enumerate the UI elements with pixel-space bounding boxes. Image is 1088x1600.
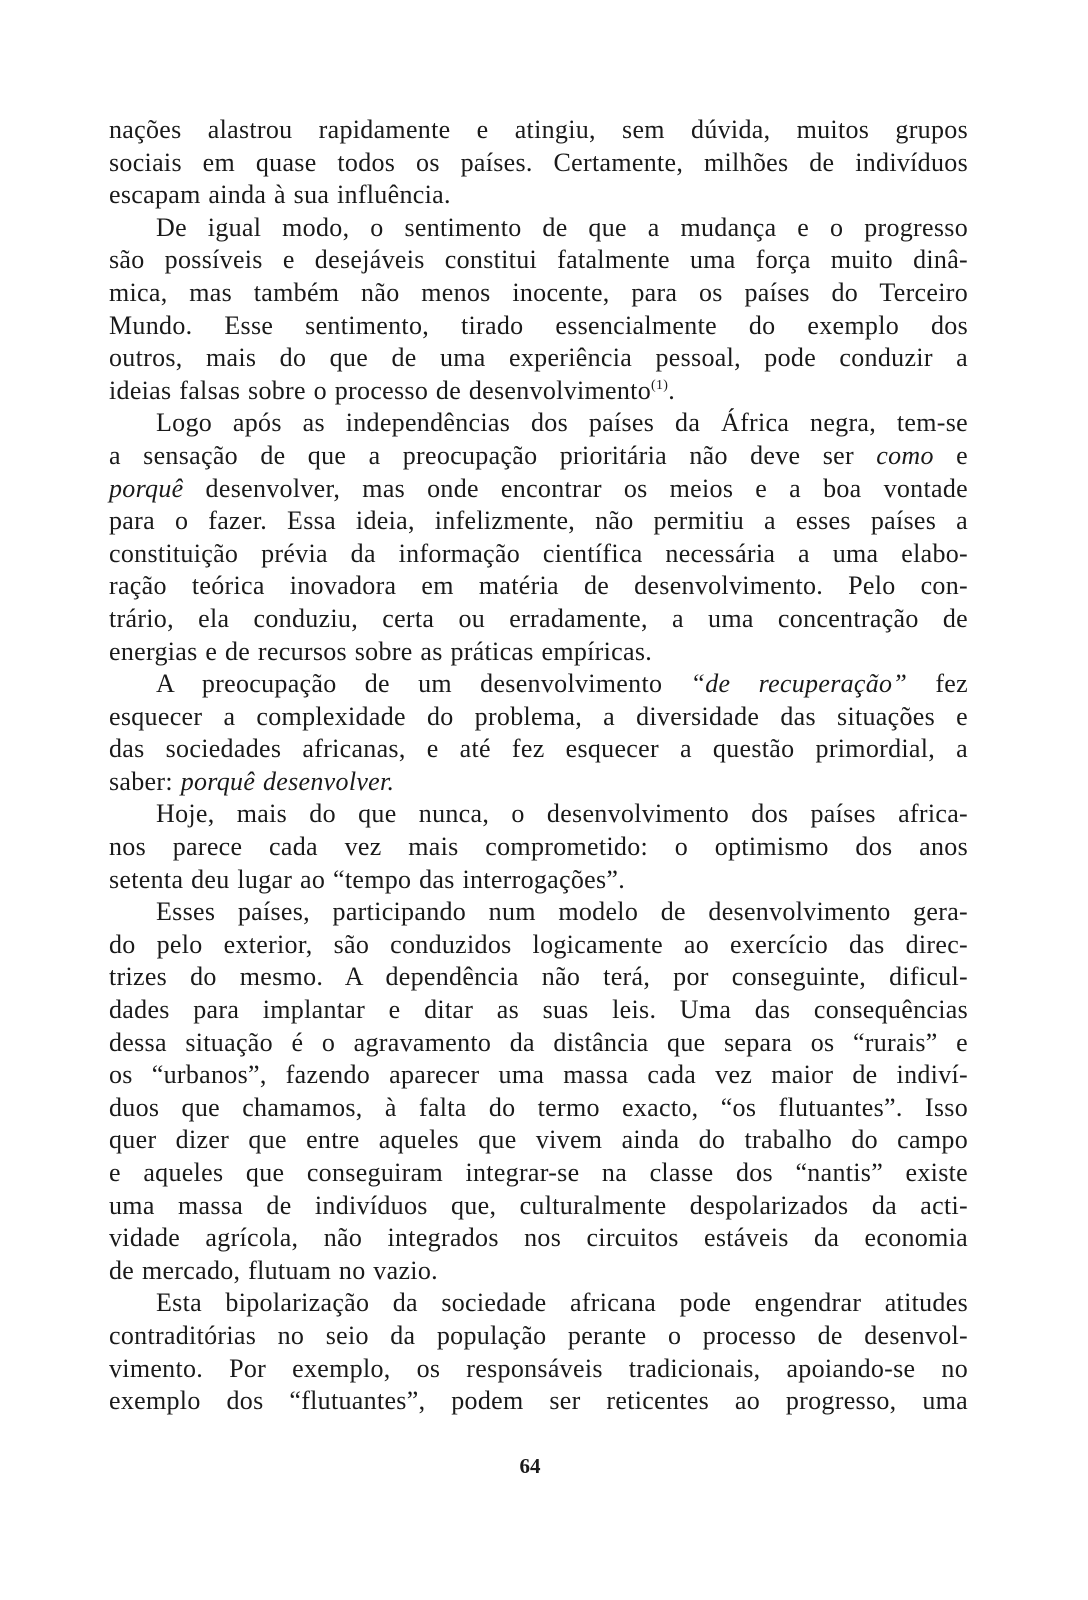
text-segment: dades para implantar e ditar as suas leis. Uma das consequências <box>109 995 968 1025</box>
text-line <box>109 473 968 506</box>
text-segment: De igual modo, o sentimento de que a mudança e o progresso <box>156 212 968 242</box>
text-line <box>109 505 968 538</box>
text-segment: e <box>933 440 969 470</box>
text-segment: das sociedades africanas, e até fez esquecer a questão primordial, a <box>109 734 968 764</box>
text-segment: vidade agrícola, não integrados nos circuitos estáveis da economia <box>109 1223 968 1253</box>
text-segment: como <box>876 440 934 470</box>
text-segment: do pelo exterior, são conduzidos logicamente ao exercício das direc- <box>109 929 968 959</box>
text-segment: Logo após as independências dos países da África negra, tem-se <box>156 408 968 438</box>
text-segment: dessa situação é o agravamento da distância que separa os “rurais” e <box>109 1027 968 1057</box>
text-line <box>109 1385 968 1418</box>
page-number: 64 <box>519 1454 541 1478</box>
text-line <box>109 440 968 473</box>
text-line <box>109 994 968 1027</box>
text-line <box>109 114 968 147</box>
text-line <box>109 1027 968 1060</box>
text-line <box>109 896 968 929</box>
text-segment: . <box>668 375 676 405</box>
text-segment: nações alastrou rapidamente e atingiu, sem dúvida, muitos grupos <box>109 115 968 144</box>
text-segment: para o fazer. Essa ideia, infelizmente, não permitiu a esses países a <box>109 506 968 536</box>
text-segment: energias e de recursos sobre as práticas empíricas. <box>109 636 653 666</box>
text-line <box>109 244 968 277</box>
text-line <box>109 1353 968 1386</box>
text-line <box>109 1157 968 1190</box>
text-segment: ideias falsas sobre o processo de desenvolvimento <box>109 375 652 405</box>
text-line <box>109 798 968 831</box>
text-segment: fez <box>907 669 968 699</box>
text-line <box>109 538 968 571</box>
text-line <box>109 1222 968 1255</box>
text-segment: setenta deu lugar ao “tempo das interrogações”. <box>109 864 626 894</box>
text-line <box>109 277 968 310</box>
text-segment: a sensação de que a preocupação prioritária não deve ser <box>109 440 877 470</box>
text-segment: duos que chamamos, à falta do termo exacto, “os flutuantes”. Isso <box>109 1092 968 1122</box>
text-segment: e aqueles que conseguiram integrar-se na classe dos “nantis” existe <box>109 1158 968 1187</box>
text-line <box>109 342 968 375</box>
text-segment: os “urbanos”, fazendo aparecer uma massa cada vez maior de indiví- <box>109 1060 968 1090</box>
text-segment: porquê <box>109 473 184 503</box>
text-segment: trizes do mesmo. A dependência não terá, por conseguinte, dificul- <box>109 962 968 992</box>
footnote-ref: (1) <box>651 377 669 393</box>
text-line <box>109 766 968 799</box>
text-segment: Esses países, participando num modelo de desenvolvimento gera- <box>156 897 968 927</box>
text-segment: nos parece cada vez mais comprometido: o optimismo dos anos <box>109 832 968 862</box>
text-segment: mica, mas também não menos inocente, para os países do Terceiro <box>109 277 968 307</box>
text-line <box>109 310 968 343</box>
text-line <box>109 668 968 701</box>
text-line <box>109 831 968 864</box>
text-segment: constituição prévia da informação científica necessária a uma elabo- <box>109 538 968 568</box>
text-line <box>109 929 968 962</box>
text-segment: Esta bipolarização da sociedade africana pode engendrar atitudes <box>156 1288 968 1318</box>
text-line <box>109 961 968 994</box>
text-segment: vimento. Por exemplo, os responsáveis tradicionais, apoiando-se no <box>109 1353 968 1383</box>
text-line <box>109 733 968 766</box>
text-segment: esquecer a complexidade do problema, a diversidade das situações e <box>109 701 968 731</box>
text-segment: escapam ainda à sua influência. <box>109 180 451 210</box>
text-segment: saber: <box>109 766 181 796</box>
text-line <box>109 179 968 212</box>
text-segment: quer dizer que entre aqueles que vivem ainda do trabalho do campo <box>109 1125 968 1155</box>
text-segment: são possíveis e desejáveis constitui fatalmente uma força muito dinâ- <box>109 245 968 275</box>
text-line <box>109 375 968 408</box>
text-line <box>109 1287 968 1320</box>
text-segment: outros, mais do que de uma experiência pessoal, pode conduzir a <box>109 343 968 373</box>
text-line <box>109 1092 968 1125</box>
text-line <box>109 701 968 734</box>
text-line <box>109 636 968 669</box>
text-segment: desenvolver, mas onde encontrar os meios e a boa vontade <box>183 473 968 503</box>
text-segment: A preocupação de um desenvolvimento <box>156 669 691 699</box>
text-segment: uma massa de indivíduos que, culturalmente despolarizados da acti- <box>109 1190 968 1220</box>
text-segment: contraditórias no seio da população perante o processo de desenvol- <box>109 1320 968 1350</box>
text-line <box>109 570 968 603</box>
text-line <box>109 1059 968 1092</box>
text-segment: porquê desenvolver. <box>180 766 395 796</box>
text-line <box>109 1320 968 1353</box>
text-segment: exemplo dos “flutuantes”, podem ser reticentes ao progresso, uma <box>109 1386 968 1416</box>
text-line <box>109 1190 968 1223</box>
text-segment: trário, ela conduziu, certa ou erradamente, a uma concentração de <box>109 603 968 633</box>
body-text <box>109 114 968 1418</box>
text-line <box>109 864 968 897</box>
text-segment: “de recuperação” <box>690 669 908 699</box>
text-line <box>109 147 968 180</box>
text-segment: ração teórica inovadora em matéria de desenvolvimento. Pelo con- <box>109 571 968 601</box>
text-line <box>109 1124 968 1157</box>
text-line <box>109 407 968 440</box>
text-segment: de mercado, flutuam no vazio. <box>109 1255 438 1285</box>
text-line <box>109 603 968 636</box>
text-line <box>109 1255 968 1288</box>
text-line <box>109 212 968 245</box>
text-segment: Hoje, mais do que nunca, o desenvolvimento dos países africa- <box>156 799 968 829</box>
text-segment: sociais em quase todos os países. Certamente, milhões de indivíduos <box>109 147 968 177</box>
text-segment: Mundo. Esse sentimento, tirado essencialmente do exemplo dos <box>109 310 968 340</box>
